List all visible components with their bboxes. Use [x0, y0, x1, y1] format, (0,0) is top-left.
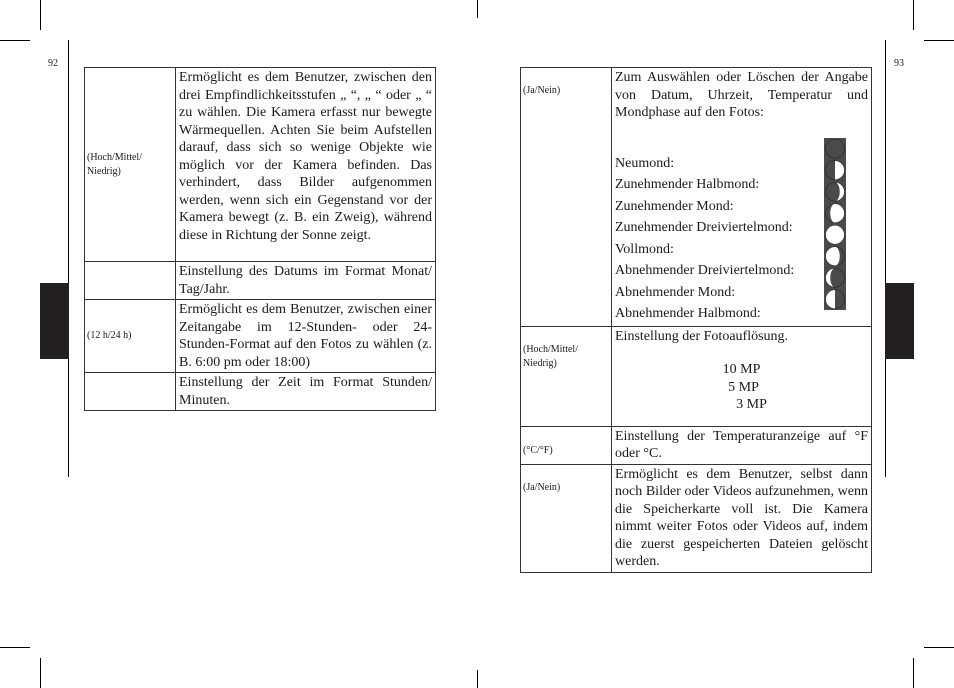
setting-description: Ermöglicht es dem Benutzer, zwischen einer Zeitangabe im 12-Stunden- oder 24-Stunden-Format auf den Fotos zu wählen (z. B. 6:00 pm oder 18:00)	[176, 300, 436, 373]
waxing-crescent-icon	[824, 181, 846, 203]
moon-phase-item: Abnehmender Mond:	[615, 284, 736, 300]
setting-description: Einstellung der Temperaturanzeige auf °F oder °C.	[612, 426, 872, 464]
setting-description: Einstellung des Datums im Format Monat/ Tag/Jahr.	[176, 262, 436, 300]
crop-mark	[924, 647, 954, 648]
setting-label	[85, 262, 176, 300]
setting-label: (12 h/24 h)	[85, 300, 176, 373]
moon-phase-item: Zunehmender Halbmond:	[615, 177, 760, 192]
crop-mark	[0, 40, 30, 41]
crop-mark	[913, 0, 914, 30]
setting-description: Einstellung der Zeit im Format Stunden/ Minuten.	[176, 373, 436, 411]
resolution-option: 10 MP	[722, 362, 761, 377]
crop-mark	[40, 658, 41, 688]
crop-mark	[0, 647, 30, 648]
moon-phase-item: Zunehmender Dreiviertelmond:	[615, 220, 793, 235]
table-row	[85, 300, 436, 373]
resolution-option: 3 MP	[736, 397, 767, 412]
full-moon-icon	[824, 224, 846, 246]
setting-label: (Ja/Nein)	[521, 464, 612, 572]
moon-phase-item: Abnehmender Dreiviertelmond:	[615, 263, 795, 278]
setting-label: (°C/°F)	[521, 426, 612, 464]
imprint-intro: Zum Auswählen oder Löschen der Angabe von Datum, Uhrzeit, Temperatur und Mondphase auf den Fotos:	[615, 70, 868, 120]
setting-description	[612, 326, 872, 426]
settings-table-left	[84, 67, 436, 411]
setting-label: (Hoch/Mittel/ Niedrig)	[85, 68, 176, 262]
table-row	[521, 426, 872, 464]
crop-mark	[40, 0, 41, 30]
table-row	[521, 326, 872, 426]
waning-half-moon-icon	[824, 289, 846, 311]
crop-mark	[477, 670, 478, 688]
table-row	[85, 68, 436, 262]
setting-label: (Ja/Nein)	[521, 68, 612, 327]
resolution-text: Einstellung der Fotoauflösung.	[615, 328, 789, 344]
setting-description: Ermöglicht es dem Benutzer, zwischen den drei Empfindlichkeitsstufen „ “, „ “ oder „ “ zu wählen. Die Kamera erfasst nur bewegte Wärmequellen. Achten Sie beim Aufstellen darauf, dass sich so wenige Objekte wie möglich vor der Kamera befinden. Das verhindert, dass Bilder aufgenommen werden, wenn sich ein Gegenstand vor der Kamera bewegt (z. B. ein Zweig), während diese in Richtung der Sonne zeigt.	[176, 68, 436, 262]
waning-gibbous-icon	[824, 246, 846, 268]
page-number-right: 93	[894, 58, 904, 69]
settings-table-right	[520, 67, 872, 573]
table-row	[85, 373, 436, 411]
setting-description: Ermöglicht es dem Benutzer, selbst dann noch Bilder oder Videos aufzunehmen, wenn die Speicherkarte voll ist. Die Kamera nimmt weiter Fotos oder Videos auf, indem die zuerst gespeicherten Dateien gelöscht werden.	[612, 464, 872, 572]
crop-mark	[913, 658, 914, 688]
waning-crescent-icon	[824, 267, 846, 289]
crop-mark	[885, 40, 886, 477]
moon-phase-item: Zunehmender Mond:	[615, 198, 734, 214]
moon-phase-icons	[824, 138, 846, 310]
waxing-half-moon-icon	[824, 160, 846, 182]
moon-phase-item: Neumond:	[615, 155, 675, 171]
table-row	[521, 464, 872, 572]
moon-phase-item: Abnehmender Halbmond:	[615, 306, 761, 321]
page-number-left: 92	[48, 58, 58, 69]
resolution-option: 5 MP	[728, 379, 759, 395]
thumb-tab-right	[885, 283, 914, 359]
moon-phase-item: Vollmond:	[615, 241, 674, 257]
thumb-tab-left	[40, 283, 69, 359]
waxing-gibbous-icon	[824, 203, 846, 225]
crop-mark	[68, 40, 69, 477]
setting-label	[85, 373, 176, 411]
table-row	[85, 262, 436, 300]
setting-label: (Hoch/Mittel/ Niedrig)	[521, 326, 612, 426]
new-moon-icon	[824, 138, 846, 160]
crop-mark	[477, 0, 478, 18]
crop-mark	[924, 40, 954, 41]
table-row	[521, 68, 872, 327]
